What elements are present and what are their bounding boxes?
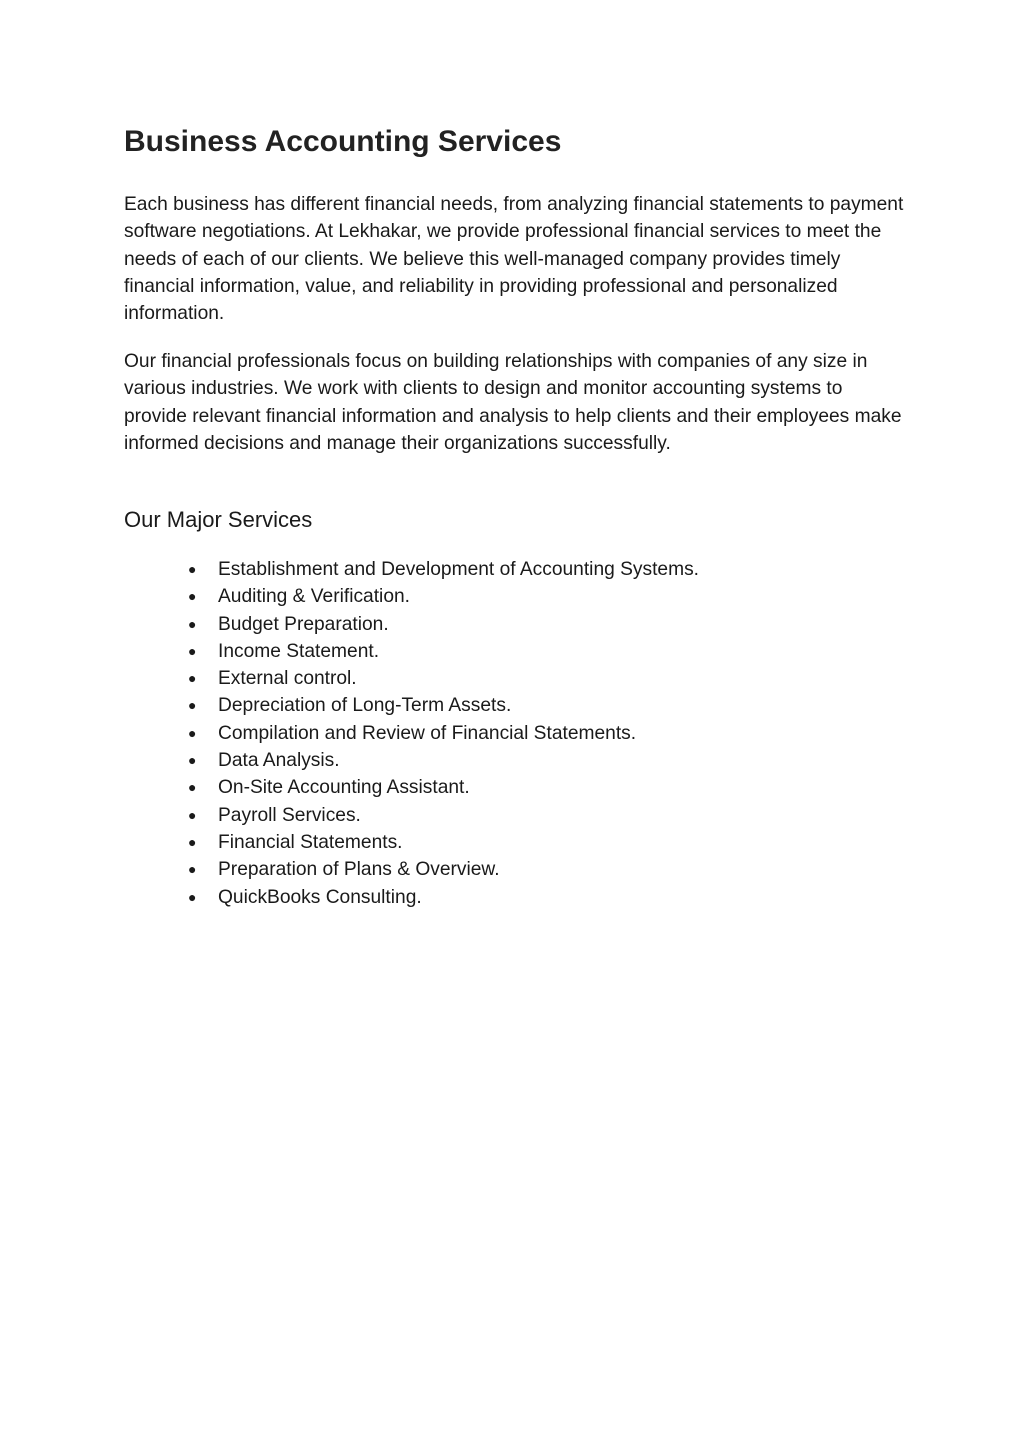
list-item: [184, 720, 699, 747]
bullet-icon: ●: [188, 697, 197, 714]
service-label: Preparation of Plans & Overview.: [218, 859, 500, 881]
list-item: [184, 856, 699, 883]
list-item: [184, 665, 699, 692]
list-item: [184, 802, 699, 829]
service-label: QuickBooks Consulting.: [218, 886, 422, 908]
bullet-icon: ●: [188, 888, 197, 905]
bullet-icon: ●: [188, 588, 197, 605]
list-item: [184, 692, 699, 719]
bullet-icon: ●: [188, 861, 197, 878]
service-label: Data Analysis.: [218, 750, 340, 772]
list-item: [184, 611, 699, 638]
service-label: Income Statement.: [218, 640, 380, 662]
list-item: [184, 638, 699, 665]
bullet-icon: ●: [188, 779, 197, 796]
service-label: Depreciation of Long-Term Assets.: [218, 695, 512, 717]
bullet-icon: ●: [188, 615, 197, 632]
intro-paragraph: Each business has different financial needs, from analyzing financial statements to payment software negotiations. At Lekhakar, we provide professional financial services to meet the needs of each of our clients. We believe this well-managed company provides timely financial information, value, and reliability in providing professional and personalized information.: [124, 194, 904, 325]
services-list: [184, 556, 699, 911]
list-item: [184, 747, 699, 774]
service-label: Financial Statements.: [218, 831, 403, 853]
bullet-icon: ●: [188, 806, 197, 823]
bullet-icon: ●: [188, 833, 197, 850]
list-item: [184, 774, 699, 801]
bullet-icon: ●: [188, 642, 197, 659]
bullet-icon: ●: [188, 724, 197, 741]
page-title: Business Accounting Services: [124, 125, 562, 158]
service-label: Payroll Services.: [218, 804, 361, 826]
service-label: Budget Preparation.: [218, 613, 389, 635]
service-label: Compilation and Review of Financial Statements.: [218, 722, 637, 744]
list-item: [184, 829, 699, 856]
list-item: [184, 583, 699, 610]
bullet-icon: ●: [188, 561, 197, 577]
list-item: [184, 556, 699, 583]
services-heading: Our Major Services: [124, 507, 313, 532]
list-item: [184, 884, 699, 911]
bullet-icon: ●: [188, 670, 197, 687]
bullet-icon: ●: [188, 752, 197, 769]
service-label: On-Site Accounting Assistant.: [218, 777, 470, 799]
service-label: Establishment and Development of Accounting Systems.: [218, 559, 700, 580]
service-label: External control.: [218, 668, 357, 690]
service-label: Auditing & Verification.: [218, 586, 410, 608]
professionals-paragraph: Our financial professionals focus on building relationships with companies of any size in various industries. We work with clients to design and monitor accounting systems to provide relevant financial information and analysis to help clients and their employees make informed decisions and manage their organizations successfully.: [124, 351, 902, 454]
